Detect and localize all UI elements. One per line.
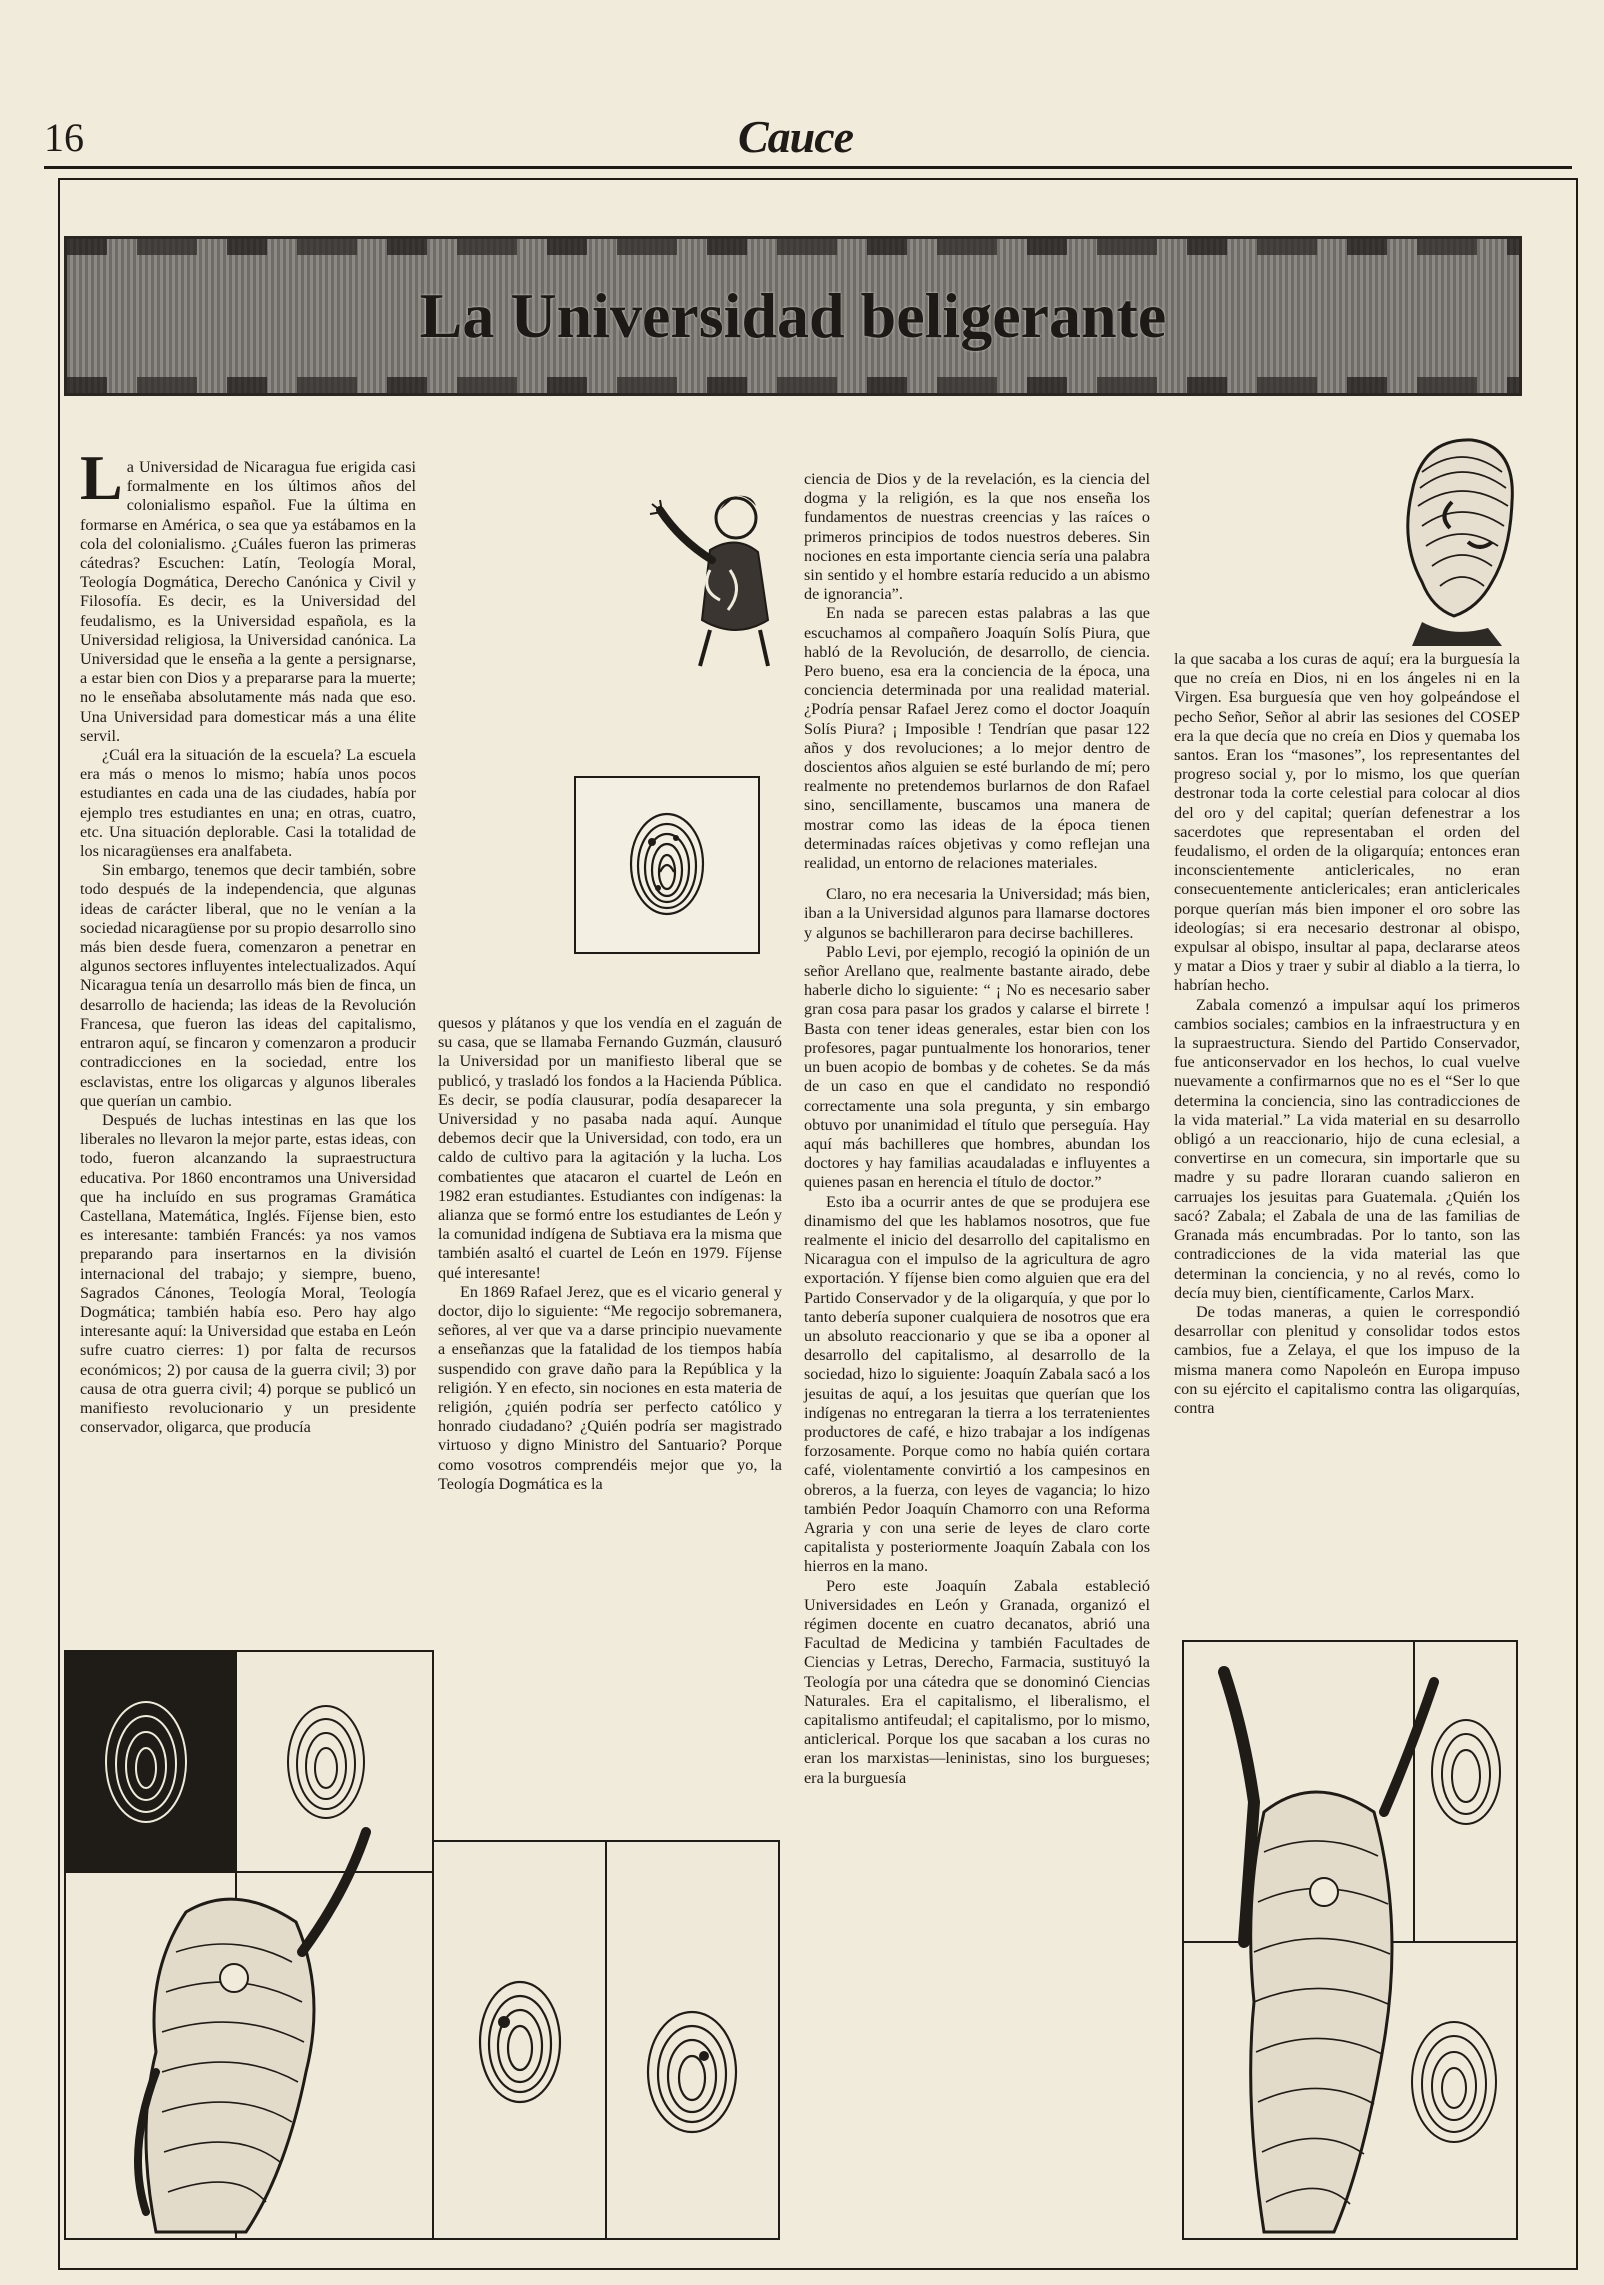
paragraph: Pablo Levi, por ejemplo, recogió la opinión de un señor Arellano que, realmente bastante airado, debe haberle dicho lo siguiente: “ ¡ No es necesario saber gran cosa para pasar los grados y calarse el birrete ! Basta con tener ideas generales, estar bien con los profesores, pagar puntualmente los honorarios, tener un buen acopio de bombas y de cohetes. Se da más de un caso en que el candidato no respondió correctamente una sola pregunta, y sin embargo obtuvo por unanimidad el título que perseguía. Hay aquí más bachilleres que hombres, abundan los doctores y hay familias acaudaladas e influyentes a quienes pasan en herencia el título de doctor.” [804, 942, 1150, 1192]
paragraph: Zabala comenzó a impulsar aquí los primeros cambios sociales; cambios en la infraestructura y en la supraestructura. Siendo del Partido Conservador, fue anticonservador en los hechos, lo cual vuelve nuevamente a confirmarnos que no es el “Ser lo que determina la conciencia, sino las contradicciones de la vida material.” La vida material en su desarrollo obligó a un reaccionario, hijo de cuna eclesial, a convertirse en un comecura, sin importarle que su madre y su padre lloraran cuando salieron en carruajes los jesuitas para Guatemala. ¿Quién los sacó? Zabala; el Zabala de una de las familias de Granada más encumbradas. Por lo tanto, son las contradicciones de la vida material las que determinan la conciencia, y no al revés, como lo decía muy bien, científicamente, Carlos Marx. [1174, 995, 1520, 1302]
fingerprint-icon [576, 778, 758, 952]
fingerprint-panels [434, 1840, 780, 2240]
article-title: La Universidad beligerante [419, 280, 1167, 351]
paragraph: ciencia de Dios y de la revelación, es la ciencia del dogma y la religión, es la que nos enseña los fundamentos de nuestras creencias y las raíces o primeros principios de todos nuestros deberes. Sin nociones en esta importante ciencia sería una palabra sin sentido y el hombre estaría reducido a un abismo de ignorancia”. [804, 470, 1150, 604]
paragraph: ¿Cuál era la situación de la escuela? La escuela era más o menos lo mismo; había unos pocos estudiantes en cada una de las ciudades, había por ejemplo tres estudiantes en una; en otras, cuatro, etc. Una situación deplorable. Casi la totalidad de los nicaragüenses era analfabeta. [80, 746, 416, 861]
paragraph: quesos y plátanos y que los vendía en el zaguán de su casa, que se llamaba Fernando Guzmán, clausuró la Universidad por un manifiesto liberal que se publicó, y trasladó los fondos a la Hacienda Pública. Es decir, se podía clausurar, podía desaparecer la Universidad y no pasaba nada aquí. Aunque debemos decir que la Universidad, con todo, era un caldo de cultivo para la agitación y la lucha. Los combatientes que atacaron el cuartel de León en 1982 eran estudiantes. Estudiantes con indígenas: la alianza que se formó entre los estudiantes de León y la comunidad indígena de Subtiava era la misma que también asaltó el cuartel de León en 1979. Fíjense qué interesante! [438, 1014, 782, 1282]
paragraph: Pero este Joaquín Zabala estableció Universidades en León y Granada, organizó el régimen docente en cuatro decanatos, abrió una Facultad de Medicina y también Facultades de Ciencias y Letras, Derecho, Farmacia, sustituyó la Teología por una cátedra que se donominó Ciencias Naturales. Era el capitalismo, el liberalismo, el capitalismo antifeudal; el capitalismo, por lo mismo, anticlerical. Porque los que sacaban a los curas no eran los marxistas—leninistas, sino los burgueses; era la burguesía [804, 1576, 1150, 1787]
paragraph: Esto iba a ocurrir antes de que se produjera ese dinamismo del que les hablamos nosotros, que fue realmente el inicio del desarrollo del capitalismo en Nicaragua con el impulso de la agricultura de agro exportación. Y fíjense bien como alguien que era del Partido Conservador y de la oligarquía, y que por lo tanto debería suponer cualquiera de nosotros que era un absoluto reaccionario y que se iba a oponer al desarrollo del capitalismo, al desarrollo de la sociedad, hizo lo siguiente: Joaquín Zabala sacó a los jesuitas de aquí, a los jesuitas que querían que los indígenas no entregaran la tierra a los terratenientes productores de café, e hizo trabajar a los indígenas forzosamente. Porque como no había quién cortara café, violentamente convirtió a los campesinos en obreros, a la fuerza, con leyes de vagancia; lo hizo también Pedor Joaquín Chamorro con una Reforma Agraria y con una serie de leyes de claro corte capitalista y posteriormente Joaquín Zabala con los hierros en la mano. [804, 1192, 1150, 1576]
paragraph: Claro, no era necesaria la Universidad; más bien, iban a la Universidad algunos para llamarse doctores y algunos se bachilleraron para decirse bachilleres. [804, 885, 1150, 942]
fingerprint-panels-art [434, 1842, 778, 2238]
paragraph: De todas maneras, a quien le correspondió desarrollar con plenitud y consolidar todos estos cambios, fue a Zelaya, el que los impuso de la misma manera como Napoleón en Europa impuso con su ejército el capitalismo contra las oligarquías, contra [1174, 1302, 1520, 1417]
fingerprint-face-illustration [1392, 432, 1522, 648]
text-column-2 [438, 1014, 782, 1494]
woman-with-birds-illustration [640, 470, 790, 670]
paragraph-text: a Universidad de Nicaragua fue erigida casi formalmente en los últimos años del colonialismo español. Fue la última en formarse en América, o sea que ya estábamos en la cola del colonialismo. ¿Cuáles fueron las primeras cátedras? Escuchen: Latín, Teología Moral, Teología Dogmática, Derecho Canónica y Civil y Filosofía. Es decir, es la Universidad del feudalismo, es la Universidad española, es la Universidad religiosa, la Universidad canónica. La Universidad que le enseña a la gente a persignarse, a estar bien con Dios y a prepararse para la muerte; no le enseñaba absolutamente más nada que eso. Una Universidad para domesticar más a una élite servil. [80, 458, 416, 745]
fingerprint-figures-collage [64, 1650, 434, 2240]
paragraph: Sin embargo, tenemos que decir también, sobre todo después de la independencia, que algunas ideas de carácter liberal, que no le venían a la sociedad nicaragüense por su propio desarrollo sino más bien desde fuera, comenzaron a penetrar en algunos sectores influyentes intelectualizados. Aquí Nicaragua tenía un desarrollo más bien de finca, un desarrollo de hacienda; las ideas de la Revolución Francesa, que fueron las ideas del capitalismo, entraron aquí, se fincaron y comenzaron a producir contradicciones en la sociedad, entre los esclavistas, entre los oligarcas y algunos liberales que querían un cambio. [80, 861, 416, 1110]
paragraph: En nada se parecen estas palabras a las que escuchamos al compañero Joaquín Solís Piura, que habló de la Revolución, de desarrollo, de ciencia. Pero bueno, esa era la conciencia de la época, una conciencia determinada por una realidad material. ¿Podría pensar Rafael Jerez como el doctor Joaquín Solís Piura? ¡ Imposible ! Tendrían que pasar 122 años y dos revoluciones; a lo mejor dentro de doscientos años alguien se esté burlando de mí; pero realmente no pretendemos burlarnos de don Rafael sino, sencillamente, buscamos una manera de mostrar como las ideas de la época tienen determinadas raíces objetivas y como reflejan una realidad, un entorno de relaciones materiales. [804, 604, 1150, 873]
fingerprint-collage-art [66, 1652, 432, 2238]
paragraph [80, 442, 416, 746]
fingerprint-woman-illustration [1182, 1640, 1518, 2240]
title-banner [64, 236, 1522, 396]
text-column-1 [80, 442, 416, 1437]
header-rule [44, 166, 1572, 169]
page-number: 16 [44, 115, 84, 160]
paragraph: En 1869 Rafael Jerez, que es el vicario general y doctor, dijo lo siguiente: “Me regocijo sobremanera, señores, al ver que va a darse principio nuevamente a enseñanzas que la fatalidad de los tiempos había suspendido con grave daño para la República y la religión. Y en efecto, sin nociones en esta materia de religión, ¿quién podría ser perfecto católico y honrado ciudadano? ¿Quién podría ser magistrado virtuoso y digno Ministro del Santuario? Porque como vosotros comprendéis mejor que yo, la Teología Dogmática es la [438, 1282, 782, 1493]
paragraph: Después de luchas intestinas en las que los liberales no llevaron la mejor parte, estas ideas, con todo, fueron alcanzando la supraestructura educativa. Por 1860 encontramos una Universidad que ha incluído en sus programas Gramática Castellana, Matemática, Inglés. Fíjense bien, esto es interesante: también Francés: ya nos vamos preparando para insertarnos en la división internacional del trabajo; y siempre, bueno, Sagrados Cánones, Teología Moral, Teología Dogmática; también había eso. Pero hay algo interesante aquí: la Universidad que estaba en León sufre cuatro cierres: 1) por falta de recursos económicos; 2) por causa de la guerra civil; 3) por causa de otra guerra civil; 4) porque se publicó un manifiesto revolucionario y un presidente conservador, oligarca, que producía [80, 1110, 416, 1437]
text-column-4 [1174, 650, 1520, 1418]
text-column-3 [804, 470, 1150, 1788]
paragraph: la que sacaba a los curas de aquí; era la burguesía la que no creía en Dios, ni en los ángeles ni en la Virgen. Esa burguesía que ven hoy golpeándose el pecho Señor, Señor al abrir las sesiones del COSEP era la que decía que no creía en Dios y quemaba los santos. Eran los “masones”, los representantes del progreso social y, por lo mismo, los que querían destronar toda la corte celestial para colocar al dios del oro y del capital; querían defenestrar a los sacerdotes que representaban el orden del feudalismo, el orden de la oligarquía; entonces eran inconscientemente anticlericales, no eran consecuentemente anticlericales; eran anticlericales porque querían más bien imponer el oro sobre las ideologías; si era necesario destronar al obispo, expulsar al obispo, insultar al papa, declararse ateos y matar a Dios y traer y subir al diablo a la tierra, lo habrían hecho. [1174, 650, 1520, 995]
fingerprint-box [574, 776, 760, 954]
drop-cap: L [80, 442, 123, 513]
fingerprint-woman-art [1184, 1642, 1516, 2238]
masthead-logo: Cauce [738, 111, 854, 162]
